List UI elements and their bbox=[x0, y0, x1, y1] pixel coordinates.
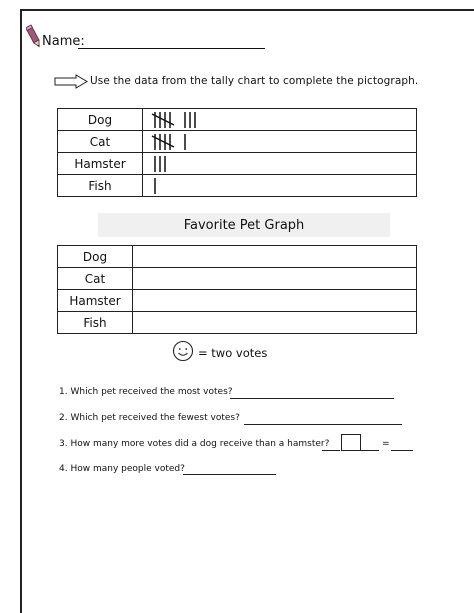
tally-row-label: Cat bbox=[58, 131, 143, 153]
pictograph-row-label: Dog bbox=[58, 246, 133, 268]
tally-marks bbox=[143, 110, 263, 130]
page-border-left bbox=[20, 9, 22, 613]
pictograph-answer-cell[interactable] bbox=[133, 312, 417, 334]
pictograph-answer-cell[interactable] bbox=[133, 246, 417, 268]
answer-line-4[interactable] bbox=[183, 474, 276, 475]
answer-blank-3c[interactable] bbox=[391, 450, 413, 451]
equals-sign: = bbox=[382, 439, 390, 449]
tally-marks bbox=[143, 154, 263, 174]
tally-row-label: Hamster bbox=[58, 153, 143, 175]
name-answer-line[interactable] bbox=[78, 48, 265, 49]
page-border-top bbox=[20, 9, 474, 11]
tally-row bbox=[58, 175, 417, 197]
smiley-face-icon bbox=[172, 340, 194, 362]
instruction-text: Use the data from the tally chart to complete the pictograph. bbox=[90, 75, 419, 87]
graph-title: Favorite Pet Graph bbox=[98, 213, 390, 237]
question-number: 3. bbox=[59, 439, 68, 449]
question-text: How many more votes did a dog receive than a hamster? bbox=[70, 439, 330, 449]
question-3 bbox=[59, 439, 329, 449]
tally-marks-cell bbox=[143, 175, 417, 197]
tally-marks bbox=[143, 176, 263, 196]
tally-marks-cell bbox=[143, 109, 417, 131]
question-text: Which pet received the fewest votes? bbox=[70, 413, 240, 423]
pictograph-row bbox=[58, 312, 417, 334]
tally-marks bbox=[143, 132, 263, 152]
answer-line-1[interactable] bbox=[230, 398, 394, 399]
question-number: 2. bbox=[59, 413, 68, 423]
operator-box[interactable] bbox=[341, 434, 361, 451]
question-4 bbox=[59, 464, 185, 474]
pictograph-answer-cell[interactable] bbox=[133, 290, 417, 312]
tally-marks-cell bbox=[143, 131, 417, 153]
pictograph-table bbox=[57, 245, 417, 334]
answer-blank-3b[interactable] bbox=[361, 450, 379, 451]
name-label: Name: bbox=[42, 34, 85, 49]
question-text: How many people voted? bbox=[70, 464, 185, 474]
answer-line-2[interactable] bbox=[244, 424, 402, 425]
tally-marks-cell bbox=[143, 153, 417, 175]
question-2 bbox=[59, 413, 240, 423]
tally-chart bbox=[57, 108, 417, 197]
question-1 bbox=[59, 387, 233, 397]
pictograph-row bbox=[58, 290, 417, 312]
pictograph-key-text: = two votes bbox=[198, 346, 268, 360]
pictograph-row-label: Cat bbox=[58, 268, 133, 290]
pictograph-row-label: Hamster bbox=[58, 290, 133, 312]
tally-row bbox=[58, 153, 417, 175]
pictograph-row bbox=[58, 246, 417, 268]
question-number: 4. bbox=[59, 464, 68, 474]
pencil-icon bbox=[26, 24, 42, 50]
question-text: Which pet received the most votes? bbox=[70, 387, 233, 397]
answer-blank-3a[interactable] bbox=[322, 450, 340, 451]
tally-row bbox=[58, 131, 417, 153]
tally-row-label: Fish bbox=[58, 175, 143, 197]
tally-row bbox=[58, 109, 417, 131]
tally-row-label: Dog bbox=[58, 109, 143, 131]
pictograph-row-label: Fish bbox=[58, 312, 133, 334]
question-number: 1. bbox=[59, 387, 68, 397]
pictograph-row bbox=[58, 268, 417, 290]
arrow-right-icon bbox=[54, 74, 88, 89]
pictograph-answer-cell[interactable] bbox=[133, 268, 417, 290]
